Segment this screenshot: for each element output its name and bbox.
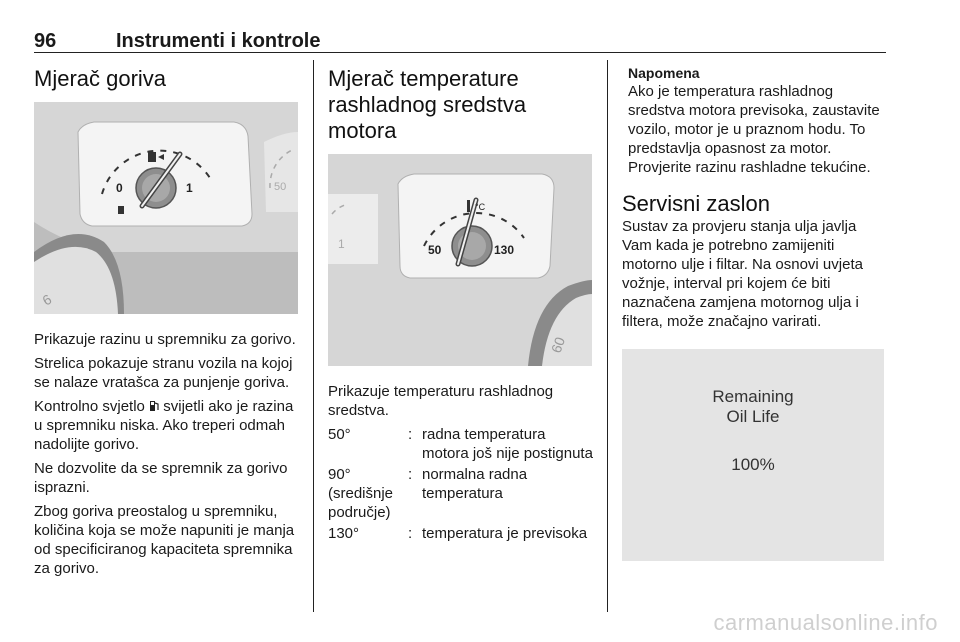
fuel-gauge-section (34, 58, 300, 583)
legend-row (328, 465, 594, 522)
fuel-paragraph-4: Zbog goriva preostalog u spremniku, količina koja se može napuniti je manja od specificiranog kapaciteta spremnika za gorivo. (34, 503, 295, 577)
legend-key: 130° (328, 525, 360, 542)
column-divider-1 (313, 60, 314, 612)
note-text: Ako je temperatura rashladnog sredstva motora previsoka, zaustavite vozilo, motor je u praznom hodu. To predstavlja opasnost za motor. Provjerite razinu rashladne tekućine. (628, 83, 880, 176)
coolant-intro: Prikazuje temperaturu rashladnog sredstva. (328, 383, 554, 419)
fuel-label-1: 1 (186, 181, 193, 195)
column-divider-2 (607, 60, 608, 612)
fuel-gauge-illustration (34, 102, 298, 314)
oil-life-title-line2: Oil Life (726, 407, 780, 426)
fuel-warning-after: svijetli ako je razina u spremniku niska. Ako treperi odmah nadolijte gorivo. (34, 398, 294, 453)
service-section (622, 58, 886, 561)
fuel-gauge-heading: Mjerač goriva (34, 66, 167, 91)
coolant-label-130: 130 (494, 243, 515, 257)
fuel-label-6: 6 (39, 290, 55, 309)
fuel-paragraph-2: Strelica pokazuje stranu vozila na kojoj se nalaze vratašca za punjenje goriva. (34, 355, 293, 391)
legend-separator: : (408, 525, 413, 542)
coolant-label-50: 50 (428, 243, 442, 257)
legend-key: 50° (328, 426, 351, 443)
fuel-paragraph-3: Ne dozvolite da se spremnik za gorivo isprazni. (34, 460, 288, 496)
coolant-gauge-figure (328, 154, 592, 366)
coolant-legend (328, 425, 594, 543)
page-number: 96 (34, 30, 57, 52)
coolant-gauge-section (328, 58, 594, 545)
oil-life-title (622, 387, 884, 427)
page-header (34, 30, 886, 52)
coolant-label-60: 60 (547, 334, 569, 356)
service-display-heading: Servisni zaslon (622, 191, 770, 216)
legend-separator: : (408, 466, 413, 483)
legend-value: radna temperatura motora još nije postignuta (422, 426, 593, 462)
fuel-pump-icon (148, 152, 156, 162)
legend-row (328, 425, 594, 463)
coolant-thermometer-icon (467, 200, 470, 212)
header-rule (34, 52, 886, 53)
fuel-paragraph-1: Prikazuje razinu u spremniku za gorivo. (34, 331, 296, 348)
fuel-warning-before: Kontrolno svjetlo (34, 398, 145, 415)
note-title: Napomena (628, 65, 700, 81)
service-display-text: Sustav za provjeru stanja ulja javlja Vam kada je potrebno zamijeniti motorno ulje i filtar. Na osnovi uvjeta vožnje, interval pri kojem će biti naznačena zamjena motornog ulja i filtera, može značajno varirati. (622, 218, 863, 330)
coolant-label-1: 1 (338, 237, 345, 251)
oil-life-title-line1: Remaining (712, 387, 794, 406)
legend-value: normalna radna temperatura (422, 466, 528, 502)
watermark: carmanualsonline.info (713, 610, 938, 635)
legend-key: 90° (središnje područje) (328, 466, 394, 521)
fuel-label-0: 0 (116, 181, 123, 195)
fuel-gauge-figure (34, 102, 298, 314)
fuel-label-50: 50 (274, 181, 287, 193)
running-title: Instrumenti i kontrole (116, 30, 321, 52)
fuel-warning-paragraph (34, 397, 300, 454)
oil-life-screen (622, 349, 884, 561)
fuel-pump-icon (149, 400, 159, 412)
coolant-gauge-illustration (328, 154, 592, 366)
legend-value: temperatura je previsoka (422, 525, 588, 542)
coolant-gauge-heading: Mjerač temperature rashladnog sredstva motora (328, 66, 527, 143)
legend-row (328, 524, 594, 543)
oil-life-value: 100% (731, 455, 775, 474)
legend-separator: : (408, 426, 413, 443)
coolant-label-unit: °C (475, 202, 486, 212)
